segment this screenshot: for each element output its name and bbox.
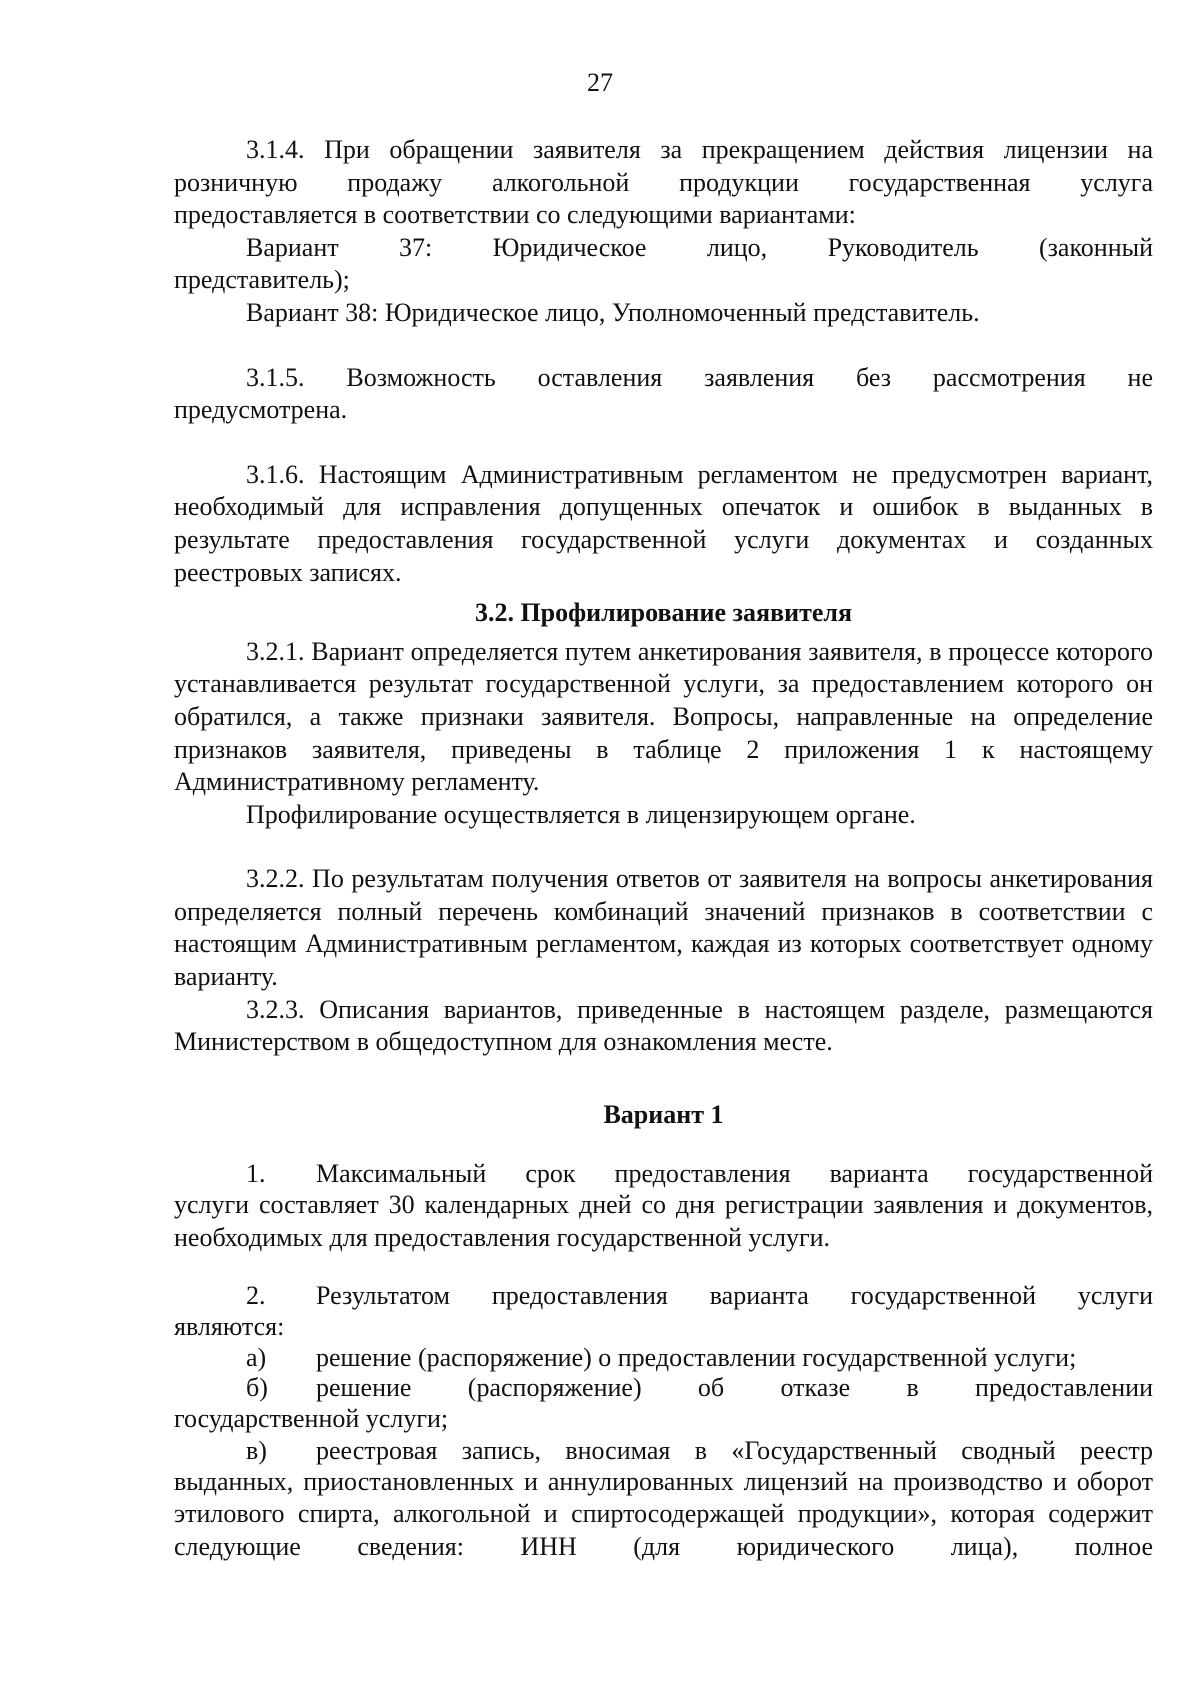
paragraph-line: Результатом предоставления варианта государственной услуги <box>316 1280 1153 1310</box>
paragraph-3-1-6: 3.1.6. Настоящим Административным регламентом не предусмотрен вариант, необходимый для исправления допущенных опечаток и ошибок в выданных в результате предоставления государственной услуги документах и созданных реестровых записях. <box>174 459 1153 587</box>
paragraph-line: 3.1.4. При обращении заявителя за прекращением действия лицензии на <box>246 135 1153 164</box>
item-letter: б) <box>246 1373 268 1403</box>
paragraph-3-1-5 <box>174 362 1153 427</box>
document-body <box>174 134 1153 1564</box>
item-letter: а) <box>246 1343 267 1373</box>
variant-37 <box>174 232 1153 297</box>
list-item-a <box>174 1343 1153 1373</box>
variant-38: Вариант 38: Юридическое лицо, Уполномоченный представитель. <box>246 297 980 327</box>
list-item-1 <box>174 1159 1153 1254</box>
paragraph-profiling: Профилирование осуществляется в лицензирующем органе. <box>246 799 916 829</box>
paragraph-line: решение (распоряжение) о предоставлении государственной услуги; <box>316 1343 1077 1373</box>
paragraph-line: Максимальный срок предоставления варианта государственной <box>316 1159 1153 1189</box>
item-number: 1. <box>246 1159 266 1189</box>
paragraph-line: решение (распоряжение) об отказе в предоставлении <box>316 1373 1153 1403</box>
paragraph-line: Вариант 37: Юридическое лицо, Руководитель (законный <box>246 232 1153 262</box>
paragraph-line: услуги составляет 30 календарных дней со дня регистрации заявления и документов, необходимых для предоставления государственной услуги. <box>174 1190 1153 1253</box>
paragraph-3-2-2: 3.2.2. По результатам получения ответов от заявителя на вопросы анкетирования определяется полный перечень комбинаций значений признаков в соответствии с настоящим Административным регламентом, каждая из которых соответствует одному варианту. <box>174 864 1153 992</box>
paragraph-line: государственной услуги; <box>174 1404 449 1434</box>
paragraph-line: представитель); <box>174 265 350 295</box>
paragraph-3-1-4 <box>174 134 1153 232</box>
paragraph-line: розничную продажу алкогольной продукции государственная услуга <box>174 167 1153 197</box>
list-item-v <box>174 1436 1153 1564</box>
paragraph-line: реестровая запись, вносимая в «Государственный сводный реестр <box>316 1435 1153 1465</box>
paragraph-line: выданных, приостановленных и аннулированных лицензий на производство и оборот этилового спирта, алкогольной и спиртосодержащей продукции», которая содержит следующие сведения: ИНН (для юридического лица), полное <box>174 1466 1153 1561</box>
paragraph-line: являются: <box>174 1311 285 1341</box>
variant-1-heading: Вариант 1 <box>603 1099 724 1129</box>
item-number: 2. <box>246 1280 266 1310</box>
list-item-2 <box>174 1281 1153 1344</box>
paragraph-line: предусмотрена. <box>174 395 348 425</box>
page-number: 27 <box>587 68 613 97</box>
paragraph-line: предоставляется в соответствии со следующими вариантами: <box>174 200 856 230</box>
paragraph-3-2-1: 3.2.1. Вариант определяется путем анкетирования заявителя, в процессе которого устанавливается результат государственной услуги, за предоставлением которого он обратился, а также признаки заявителя. Вопросы, направленные на определение признаков заявителя, приведены в таблице 2 приложения 1 к настоящему Административному регламенту. <box>174 636 1153 797</box>
paragraph-line: 3.1.5. Возможность оставления заявления без рассмотрения не <box>246 362 1153 392</box>
list-item-b <box>174 1373 1153 1436</box>
section-heading-3-2: 3.2. Профилирование заявителя <box>474 598 853 628</box>
item-letter: в) <box>246 1435 267 1465</box>
paragraph-3-2-3: 3.2.3. Описания вариантов, приведенные в настоящем разделе, размещаются Министерством в общедоступном для ознакомления месте. <box>174 994 1153 1057</box>
